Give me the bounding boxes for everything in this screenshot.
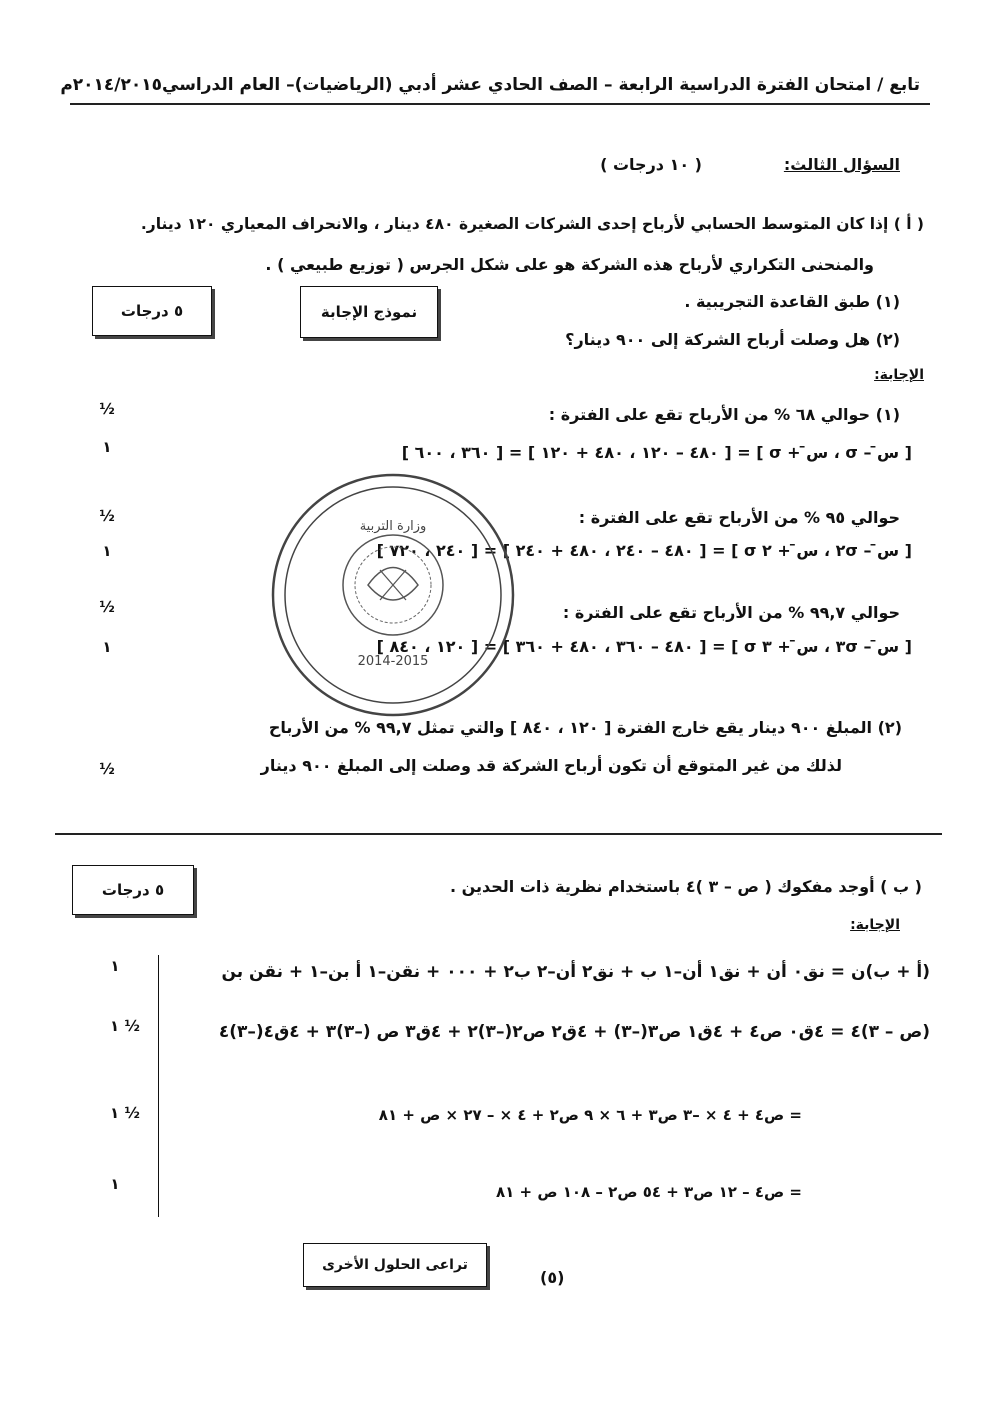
part-b-question: ( ب ) أوجد مفكوك ( ص – ٣ )٤ باستخدام نظرية ذات الحدين . bbox=[449, 877, 922, 896]
question-title: السؤال الثالث: bbox=[783, 155, 900, 174]
answer-2-line2: لذلك من غير المتوقع أن تكون أرباح الشركة قد وصلت إلى المبلغ ٩٠٠ دينار bbox=[260, 756, 842, 775]
part-a-line1: ( أ ) إذا كان المتوسط الحسابي لأرباح إحدى الشركات الصغيرة ٤٨٠ دينار ، والانحراف المعياري ١٢٠ دينار. bbox=[140, 215, 924, 233]
page-header: تابع / امتحان الفترة الدراسية الرابعة – الصف الحادي عشر أدبي (الرياضيات)– العام الدراسي٢٠١٤/٢٠١٥م bbox=[60, 75, 920, 95]
mark: ½ bbox=[99, 400, 115, 418]
header-rule bbox=[70, 103, 930, 105]
binomial-general-formula: (أ + ب)ن = نق٠ أن + نق١ أن–١ ب + نق٢ أن–٢ ب٢ + ٠٠٠ + نقن–١ أ بن–١ + نقن بن bbox=[221, 962, 930, 982]
binomial-expansion-step2: = ص٤ + ٤ × –٣ ص٣ + ٦ × ٩ ص٢ + ٤ × – ٢٧ × ص + ٨١ bbox=[378, 1106, 802, 1124]
model-answer-box: نموذج الإجابة bbox=[300, 286, 438, 338]
question-marks: ( ١٠ درجات ) bbox=[600, 155, 702, 174]
page-number: (٥) bbox=[540, 1268, 565, 1287]
official-stamp bbox=[268, 470, 518, 720]
answer-68-text: (١) حوالي ٦٨ % من الأرباح تقع على الفترة : bbox=[548, 405, 900, 424]
answer-997-interval: [ س̄ – ٣σ ، س̄ + ٣ σ ] = [ ٤٨٠ – ٣٦٠ ، ٤٨٠ + ٣٦٠ ] = [ ١٢٠ ، ٨٤٠ ] bbox=[376, 637, 912, 656]
part-b-marks-box: ٥ درجات bbox=[72, 865, 194, 915]
part-a-answer-label: الإجابة: bbox=[874, 367, 924, 383]
answer-997-text: حوالي ٩٩,٧ % من الأرباح تقع على الفترة : bbox=[562, 603, 900, 622]
mark: ½ bbox=[99, 760, 115, 778]
mark: ١ ½ bbox=[110, 1017, 140, 1035]
mark: ½ bbox=[99, 598, 115, 616]
mark: ١ bbox=[102, 542, 112, 560]
mark: ١ bbox=[102, 638, 112, 656]
mark: ١ bbox=[102, 438, 112, 456]
mark: ١ bbox=[110, 1175, 120, 1193]
marks-divider bbox=[158, 955, 159, 1217]
part-a-item2: (٢) هل وصلت أرباح الشركة إلى ٩٠٠ دينار؟ bbox=[565, 330, 900, 349]
part-a-marks-box: ٥ درجات bbox=[92, 286, 212, 336]
part-a-line2: والمنحنى التكراري لأرباح هذه الشركة هو على شكل الجرس ( توزيع طبيعي ) . bbox=[265, 255, 874, 274]
section-divider bbox=[55, 833, 942, 835]
stamp-title: وزارة التربية bbox=[359, 519, 427, 534]
mark: ١ ½ bbox=[110, 1104, 140, 1122]
binomial-expansion-result: = ص٤ – ١٢ ص٣ + ٥٤ ص٢ – ١٠٨ ص + ٨١ bbox=[496, 1183, 802, 1201]
other-solutions-note: تراعى الحلول الأخرى bbox=[303, 1243, 487, 1287]
part-b-answer-label: الإجابة: bbox=[850, 917, 900, 933]
mark: ½ bbox=[99, 507, 115, 525]
part-a-item1: (١) طبق القاعدة التجريبية . bbox=[684, 292, 900, 311]
binomial-expansion-step1: (ص – ٣)٤ = ٤ق٠ ص٤ + ٤ق١ ص٣(–٣) + ٤ق٢ ص٢(–٣)٢ + ٤ق٣ ص (–٣)٣ + ٤ق٤(–٣)٤ bbox=[218, 1022, 930, 1042]
mark: ١ bbox=[110, 957, 120, 975]
answer-2-line1: (٢) المبلغ ٩٠٠ دينار يقع خارج الفترة [ ١٢٠ ، ٨٤٠ ] والتي تمثل ٩٩,٧ % من الأرباح bbox=[268, 718, 902, 737]
answer-68-interval: [ س̄ – σ ، س̄ + σ ] = [ ٤٨٠ – ١٢٠ ، ٤٨٠ + ١٢٠ ] = [ ٣٦٠ ، ٦٠٠ ] bbox=[401, 443, 912, 462]
answer-95-interval: [ س̄ – ٢σ ، س̄ + ٢ σ ] = [ ٤٨٠ – ٢٤٠ ، ٤٨٠ + ٢٤٠ ] = [ ٢٤٠ ، ٧٢٠ ] bbox=[376, 541, 912, 560]
answer-95-text: حوالي ٩٥ % من الأرباح تقع على الفترة : bbox=[578, 508, 900, 527]
stamp-year: 2014-2015 bbox=[357, 654, 429, 669]
